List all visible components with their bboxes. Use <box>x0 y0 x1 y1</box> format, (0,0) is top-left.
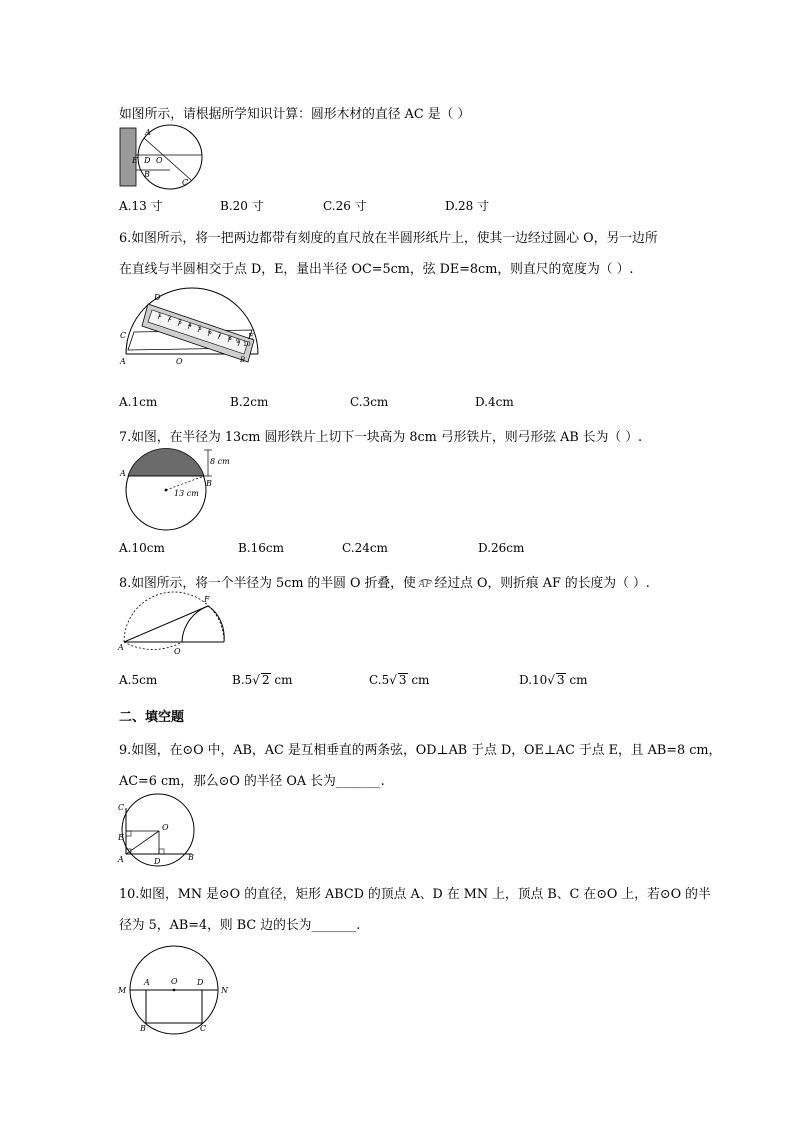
q8-label-O: O <box>174 647 181 656</box>
q9-label-A: A <box>118 855 124 864</box>
q10-label-N: N <box>221 986 228 995</box>
q10-line1: 10.如图，MN 是⊙O 的直径，矩形 ABCD 的顶点 A、D 在 MN 上，顶点 B、C 在⊙O 上，若⊙O 的半 <box>119 887 711 902</box>
q7-option-c[interactable]: C.24cm <box>342 541 388 555</box>
q6-line2: 在直线与半圆相交于点 D，E，量出半径 OC=5cm，弦 DE=8cm，则直尺的宽度为（ ）. <box>119 262 634 277</box>
q6-label-A: A <box>120 357 126 366</box>
q6-label-O: O <box>176 357 183 366</box>
q6-tick-2: 2 <box>168 315 172 322</box>
q7-label-13cm: 13 cm <box>174 489 199 498</box>
q6-tick-1: 1 <box>158 312 162 319</box>
q8-text-before: 8.如图所示，将一个半径为 5cm 的半圆 O 折叠，使 <box>119 576 416 591</box>
q6-tick-10: 10 <box>243 341 251 348</box>
q6-label-B: B <box>240 356 246 364</box>
q9-label-O: O <box>162 823 169 832</box>
q10-label-A: A <box>144 978 150 987</box>
q8-label-F: F <box>204 595 210 604</box>
q8-text <box>119 572 650 591</box>
q5-option-c[interactable]: C.26 寸 <box>323 199 367 213</box>
q5-label-O: O <box>156 156 163 165</box>
q6-tick-8: 8 <box>228 335 232 342</box>
q10-label-B: B <box>140 1024 146 1033</box>
q9-figure <box>118 802 208 868</box>
q5-figure <box>118 122 218 190</box>
q5-text: 如图所示，请根据所学知识计算：圆形木材的直径 AC 是（ ） <box>119 107 471 122</box>
q10-line2: 径为 5，AB=4，则 BC 边的长为_______. <box>119 918 361 933</box>
q8-label-A: A <box>118 643 124 652</box>
q6-option-d[interactable]: D.4cm <box>475 395 514 409</box>
q5-label-B: B <box>144 170 150 179</box>
q5-option-b[interactable]: B.20 寸 <box>220 199 264 213</box>
q10-label-C: C <box>200 1024 207 1033</box>
q5-option-d[interactable]: D.28 寸 <box>445 199 490 213</box>
q8-option-c[interactable]: C.5√ 3 cm <box>369 673 430 687</box>
q6-tick-6: 6 <box>208 329 212 336</box>
q10-label-D: D <box>197 978 204 987</box>
q6-label-D: D <box>154 293 161 302</box>
q10-label-M: M <box>118 986 127 995</box>
q6-tick-4: 4 <box>188 322 192 329</box>
q6-line1: 6.如图所示，将一把两边都带有刻度的直尺放在半圆形纸片上，使其一边经过圆心 O，另一边所 <box>119 231 658 246</box>
q10-label-O: O <box>171 977 178 986</box>
q8-option-b[interactable]: B.5√ 2 cm <box>232 673 293 687</box>
q9-label-B: B <box>188 853 194 862</box>
q8-figure <box>118 592 233 658</box>
q6-label-C: C <box>120 331 127 340</box>
q5-label-C: C <box>182 178 189 187</box>
q6-option-c[interactable]: C.3cm <box>350 395 389 409</box>
section-fill-in-blank-title: 二、填空题 <box>119 710 185 725</box>
q8-arc-af: AF <box>418 580 432 590</box>
q7-option-d[interactable]: D.26cm <box>478 541 525 555</box>
q10-figure <box>118 960 233 1034</box>
q7-text: 7.如图，在半径为 13cm 圆形铁片上切下一块高为 8cm 弓形铁片，则弓形弦 AB 长为（ ）. <box>119 430 643 445</box>
q6-label-E: E <box>248 332 254 341</box>
q6-tick-3: 3 <box>178 319 182 326</box>
q7-figure <box>118 446 238 532</box>
q7-option-a[interactable]: A.10cm <box>119 541 165 555</box>
q7-option-b[interactable]: B.16cm <box>238 541 285 555</box>
q9-line1: 9.如图，在⊙O 中，AB，AC 是互相垂直的两条弦，OD⊥AB 于点 D，OE⊥AC 于点 E，且 AB=8 cm， <box>119 743 722 758</box>
q8-option-d[interactable]: D.10√ 3 cm <box>519 673 588 687</box>
q6-option-a[interactable]: A.1cm <box>119 395 158 409</box>
q5-option-a[interactable]: A.13 寸 <box>119 199 163 213</box>
q6-ruler-numbers <box>150 312 251 348</box>
q6-option-b[interactable]: B.2cm <box>230 395 269 409</box>
q7-label-A: A <box>120 469 126 478</box>
q5-label-A: A <box>145 128 151 137</box>
q9-label-E: E <box>118 833 124 842</box>
q9-line2: AC=6 cm，那么⊙O 的半径 OA 长为_______. <box>119 774 385 789</box>
q5-label-D: D <box>144 156 151 165</box>
q5-label-E: E <box>132 156 138 165</box>
q7-label-B: B <box>206 479 212 488</box>
q6-tick-9: 9 <box>236 338 240 345</box>
q6-tick-7: 7 <box>218 332 222 339</box>
q8-text-after: 经过点 O，则折痕 AF 的长度为（ ）. <box>434 576 650 591</box>
q8-option-a[interactable]: A.5cm <box>119 673 158 687</box>
q9-label-C: C <box>118 803 125 812</box>
q6-tick-5: 5 <box>198 325 202 332</box>
q7-label-8cm: 8 cm <box>210 457 230 466</box>
q9-label-D: D <box>154 857 161 866</box>
